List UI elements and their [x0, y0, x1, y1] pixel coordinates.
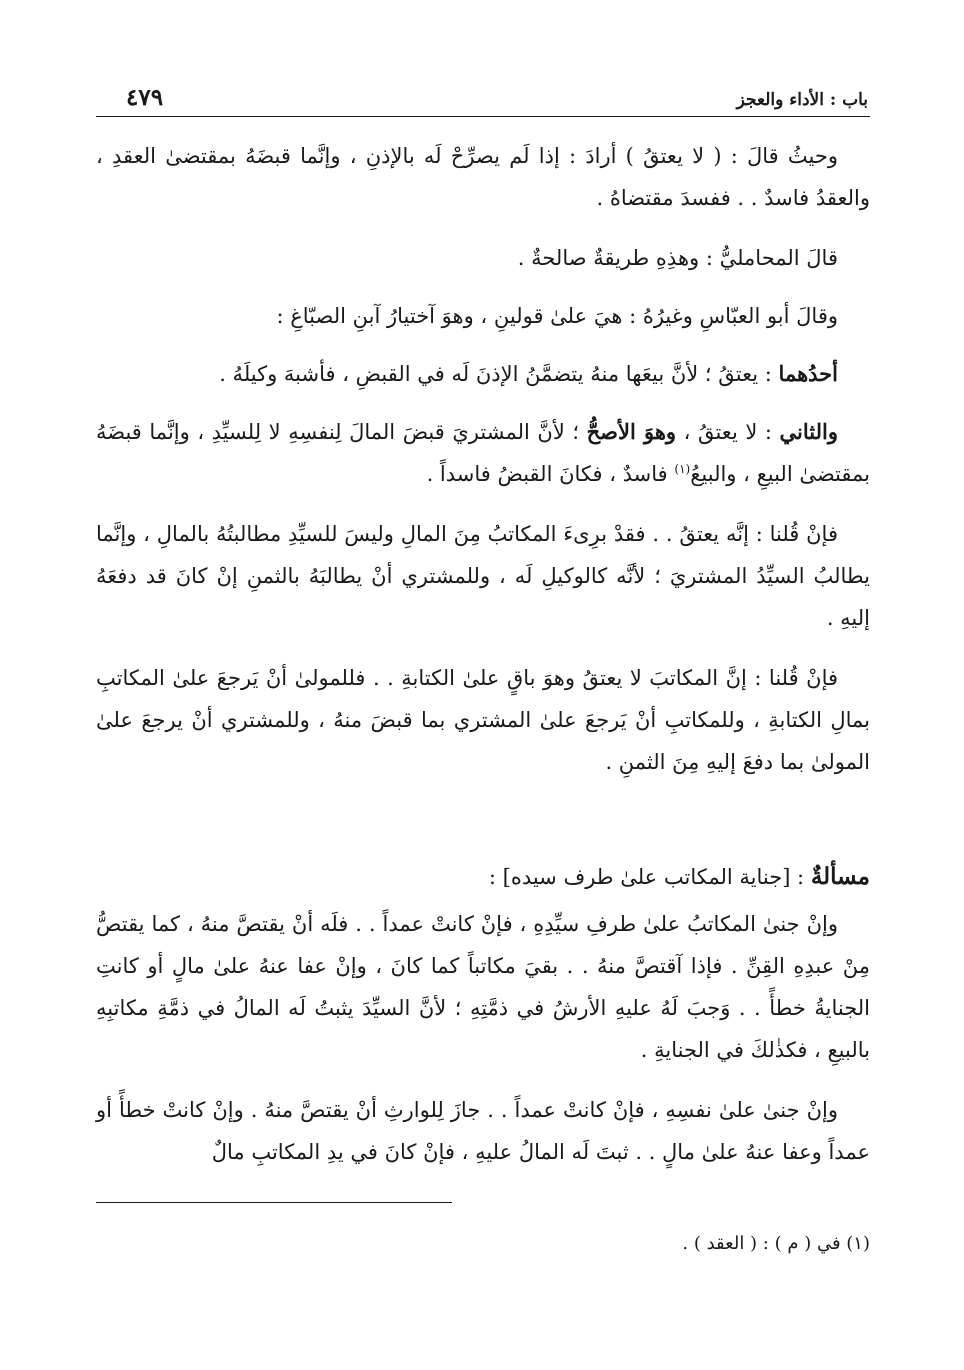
footnote-divider — [96, 1202, 452, 1203]
preferred-opinion-label: وهوَ الأصحُّ — [586, 419, 677, 444]
paragraph-1: وحيثُ قالَ : ( لا يعتقُ ) أرادَ : إذا لَم يصرِّحْ لَه بالإذنِ ، وإنَّما قبضَهُ بمقتضىٰ العقدِ ، والعقدُ فاسدٌ . . ففسدَ مقتضاهُ . — [96, 144, 870, 210]
first-opinion-label: أحدُهما — [778, 361, 838, 386]
first-opinion-text: : يعتقُ ؛ لأنَّ بيعَها منهُ يتضمَّنُ الإذنَ لَه في القبضِ ، فأشبهَ وكيلَهُ . — [219, 362, 779, 386]
running-title: باب : الأداء والعجز — [736, 90, 868, 110]
second-opinion-text-b: ؛ لأنَّ المشتريَ قبضَ المالَ لِنفسِهِ لا لِلسيِّدِ ، وإنَّما قبضَهُ بمقتضىٰ البيعِ ، والبيعُ — [96, 420, 870, 486]
paragraph-9: وإنْ جنىٰ علىٰ نفسِهِ ، فإنْ كانتْ عمداً . . جازَ لِلوارثِ أنْ يقتصَّ منهُ . وإنْ كانتْ خطأً أو عمداً وعفا عنهُ علىٰ مالٍ . . ثبتَ لَه المالُ عليهِ ، فإنْ كانَ في يدِ المكاتبِ مالٌ — [96, 1098, 870, 1164]
paragraph-6: فإنْ قُلنا : إنَّه يعتقُ . . فقدْ برِىءَ المكاتبُ مِنَ المالِ وليسَ للسيِّدِ مطالبتُهُ بالمالِ ، وإنَّما يطالبُ السيِّدُ المشتريَ ؛ لأنَّه كالوكيلِ لَه ، وللمشتري أنْ يطالبَهُ بالثمنِ إنْ كانَ قد دفعَهُ إليهِ . — [96, 522, 870, 630]
paragraph-first-opinion — [96, 353, 870, 395]
issue-title: : [جناية المكاتب علىٰ طرف سيده] : — [488, 865, 811, 889]
page-header — [96, 70, 870, 117]
second-opinion-text-a: : لا يعتقُ ، — [676, 420, 780, 444]
paragraph-3: وقالَ أبو العبّاسِ وغيرُهُ : هيَ علىٰ قولينِ ، وهوَ آختيارُ آبنِ الصبّاغِ : — [276, 304, 838, 328]
paragraph-second-opinion — [96, 411, 870, 495]
page-number: ٤٧٩ — [126, 84, 164, 111]
issue-heading — [96, 857, 870, 897]
paragraph-7: فإنْ قُلنا : إنَّ المكاتبَ لا يعتقُ وهوَ باقٍ علىٰ الكتابةِ . . فللمولىٰ أنْ يَرجعَ علىٰ المكاتبِ بمالِ الكتابةِ ، وللمكاتبِ أنْ يَرجعَ علىٰ المشتري بما قبضَ منهُ ، وللمشتري أنْ يرجعَ علىٰ المولىٰ بما دفعَ إليهِ مِنَ الثمنِ . — [96, 666, 870, 774]
paragraph-8: وإنْ جنىٰ المكاتبُ علىٰ طرفِ سيِّدِهِ ، فإنْ كانتْ عمداً . . فلَه أنْ يقتصَّ منهُ ، كما يقتصُّ مِنْ عبدِهِ القِنِّ . فإذا آقتصَّ منهُ . . بقيَ مكاتباً كما كانَ ، وإنْ عفا عنهُ علىٰ مالٍ أو كانتِ الجنايةُ خطأً . . وَجبَ لَهُ عليهِ الأرشُ في ذمَّتِهِ ؛ لأنَّ السيِّدَ يثبتُ لَه المالُ في ذمَّةِ مكاتبِهِ بالبيعِ ، فكذٰلكَ في الجنايةِ . — [96, 912, 870, 1062]
footnote-reference: (١) — [674, 462, 691, 476]
second-opinion-text-c: فاسدٌ ، فكانَ القبضُ فاسداً . — [426, 462, 675, 486]
footnote: (١) في ( م ) : ( العقد ) . — [682, 1233, 870, 1254]
issue-label: مسألةٌ — [810, 863, 870, 890]
page-body — [96, 117, 870, 1173]
paragraph-2: قالَ المحامليُّ : وهذِهِ طريقةٌ صالحةٌ . — [517, 246, 838, 270]
second-opinion-label: والثاني — [779, 419, 838, 444]
book-page — [96, 70, 870, 1350]
